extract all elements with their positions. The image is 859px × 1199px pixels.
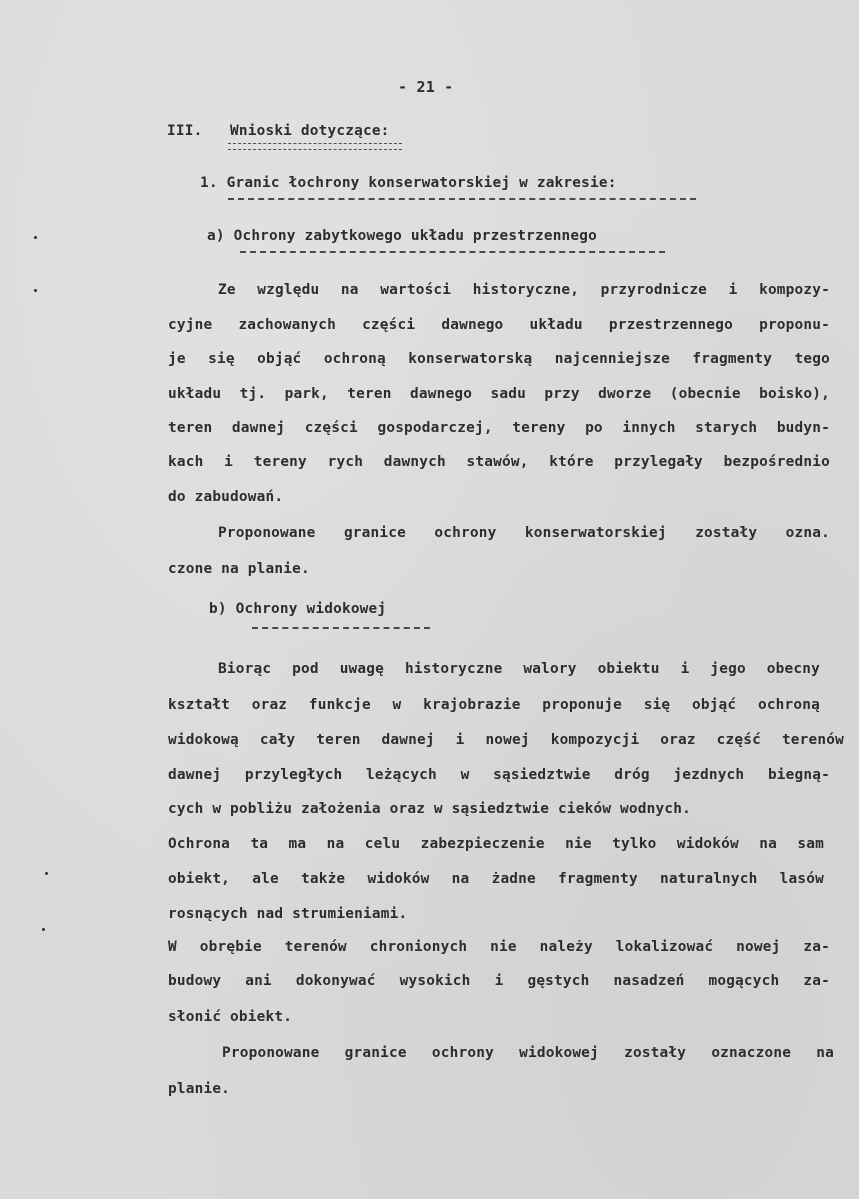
section-title-double-underline xyxy=(228,143,402,150)
item-b-line-3: widokową cały teren dawnej i nowej kompozycji oraz część terenów xyxy=(168,732,844,748)
item-b-line-9: W obrębie terenów chronionych nie należy lokalizować nowej za- xyxy=(168,939,830,955)
item-a-line-5: teren dawnej części gospodarczej, tereny po innych starych budyn- xyxy=(168,420,830,436)
item-b-line-6: Ochrona ta ma na celu zabezpieczenie nie tylko widoków na sam xyxy=(168,836,824,852)
margin-mark xyxy=(34,236,37,239)
item-b-note-line-2: planie. xyxy=(168,1081,231,1097)
item-a-line-6: kach i tereny rych dawnych stawów, które przylegały bezpośrednio xyxy=(168,454,830,470)
item-b-line-2: kształt oraz funkcje w krajobrazie proponuje się objąć ochroną xyxy=(168,697,820,713)
margin-mark xyxy=(42,928,45,931)
item-b-heading: b) Ochrony widokowej xyxy=(209,601,387,617)
item-b-line-7: obiekt, ale także widoków na żadne fragmenty naturalnych lasów xyxy=(168,871,824,887)
section-title: Wnioski dotyczące: xyxy=(230,123,390,139)
item-a-note-line-1: Proponowane granice ochrony konserwatorskiej zostały ozna. xyxy=(218,525,830,541)
item-a-line-2: cyjne zachowanych części dawnego układu przestrzennego proponu- xyxy=(168,317,830,333)
item-b-line-8: rosnących nad strumieniami. xyxy=(168,906,408,922)
item-a-line-3: je się objąć ochroną konserwatorską najcenniejsze fragmenty tego xyxy=(168,351,830,367)
item-b-line-1: Biorąc pod uwagę historyczne walory obiektu i jego obecny xyxy=(218,661,820,677)
item-a-line-4: układu tj. park, teren dawnego sadu przy dworze (obecnie boisko), xyxy=(168,386,830,402)
page-number: - 21 - xyxy=(398,78,454,96)
subsection-title: 1. Granic łochrony konserwatorskiej w zakresie: xyxy=(200,175,617,191)
item-a-heading-underline xyxy=(240,251,665,253)
item-b-line-10: budowy ani dokonywać wysokich i gęstych nasadzeń mogących za- xyxy=(168,973,830,989)
subsection-title-underline xyxy=(228,198,696,200)
section-number: III. xyxy=(167,123,203,139)
item-b-line-4: dawnej przyległych leżących w sąsiedztwie dróg jezdnych biegną- xyxy=(168,767,830,783)
margin-mark xyxy=(45,872,48,875)
item-b-note-line-1: Proponowane granice ochrony widokowej zostały oznaczone na xyxy=(222,1045,834,1061)
item-b-line-5: cych w pobliżu założenia oraz w sąsiedztwie cieków wodnych. xyxy=(168,801,691,817)
item-b-line-11: słonić obiekt. xyxy=(168,1009,293,1025)
item-a-line-7: do zabudowań. xyxy=(168,489,284,505)
item-a-heading: a) Ochrony zabytkowego układu przestrzennego xyxy=(207,228,598,244)
item-a-line-1: Ze względu na wartości historyczne, przyrodnicze i kompozy- xyxy=(218,282,830,298)
item-b-heading-underline xyxy=(252,627,430,629)
item-a-note-line-2: czone na planie. xyxy=(168,561,310,577)
margin-mark xyxy=(34,289,37,292)
